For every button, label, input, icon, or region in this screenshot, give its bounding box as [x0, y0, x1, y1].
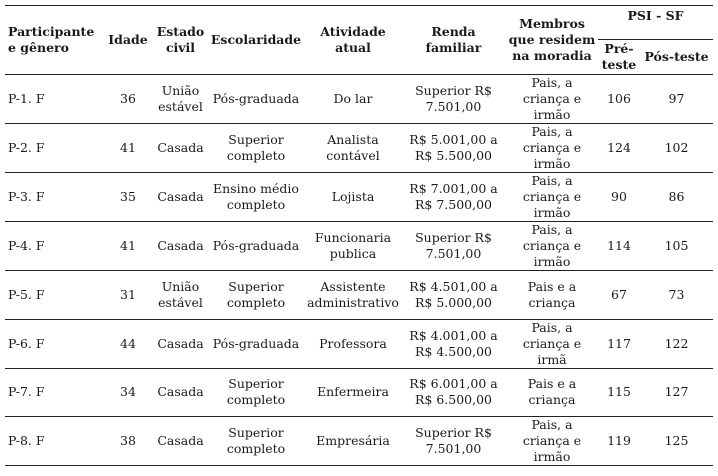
table-row: [5, 222, 713, 271]
cell-pre: 124: [607, 140, 631, 155]
cell-escolaridade: Ensino médio completo: [213, 181, 299, 212]
cell-idade: 41: [120, 140, 136, 155]
header-atividade: Atividade atual: [305, 6, 401, 75]
table-row: [5, 271, 713, 320]
header-renda: Renda familiar: [401, 6, 506, 75]
cell-pos: 122: [664, 335, 689, 351]
table-row: [5, 173, 713, 222]
cell-escolaridade: Superior completo: [226, 425, 286, 457]
cell-membros: Pais e a criança: [527, 278, 577, 310]
cell-idade: 36: [120, 91, 136, 106]
cell-pos: 127: [664, 384, 689, 400]
cell-membros: Pais, a criança e irmão: [522, 417, 582, 465]
cell-renda: R$ 4.001,00 a R$ 4.500,00: [409, 327, 498, 359]
cell-membros: Pais, a criança e irmã: [522, 319, 582, 367]
cell-renda: R$ 6.001,00 a R$ 6.500,00: [409, 376, 498, 408]
cell-estado-civil: Casada: [157, 238, 204, 253]
table-row: [5, 368, 713, 417]
cell-estado-civil: União estável: [158, 278, 203, 310]
cell-participante: P-6. F: [8, 335, 45, 351]
header-idade: Idade: [102, 6, 154, 75]
cell-renda: R$ 5.001,00 a R$ 5.500,00: [409, 132, 498, 163]
cell-pos: 105: [664, 238, 689, 253]
cell-atividade: Professora: [319, 335, 387, 351]
table-body: [5, 75, 713, 466]
cell-idade: 38: [120, 433, 136, 449]
header-psi-sf: PSI - SF: [598, 6, 713, 40]
cell-estado-civil: União estável: [158, 83, 203, 114]
cell-pos: 97: [668, 91, 685, 106]
cell-atividade: Lojista: [331, 189, 375, 204]
cell-membros: Pais, a criança e irmão: [522, 75, 582, 122]
cell-membros: Pais e a criança: [527, 376, 577, 408]
cell-pre: 106: [607, 91, 631, 106]
cell-renda: Superior R$ 7.501,00: [415, 230, 492, 261]
cell-participante: P-1. F: [8, 91, 45, 106]
cell-participante: P-2. F: [8, 140, 45, 155]
header-membros: Membros que residem na moradia: [506, 6, 598, 75]
table-row: [5, 124, 713, 173]
cell-idade: 35: [120, 189, 136, 204]
cell-pos: 86: [668, 189, 685, 204]
cell-participante: P-7. F: [8, 384, 45, 400]
cell-pre: 67: [611, 286, 627, 302]
cell-estado-civil: Casada: [157, 189, 204, 204]
cell-atividade: Empresária: [316, 433, 390, 449]
cell-escolaridade: Pós-graduada: [212, 238, 300, 253]
header-pre-teste: Pré-teste: [598, 40, 640, 75]
cell-estado-civil: Casada: [157, 433, 204, 449]
cell-pre: 117: [607, 335, 631, 351]
cell-participante: P-8. F: [8, 433, 45, 449]
cell-participante: P-3. F: [8, 189, 45, 204]
cell-idade: 41: [120, 238, 136, 253]
cell-renda: R$ 7.001,00 a R$ 7.500,00: [409, 181, 498, 212]
cell-escolaridade: Superior completo: [226, 132, 286, 163]
cell-atividade: Funcionaria publica: [314, 230, 392, 261]
cell-atividade: Analista contável: [326, 132, 380, 163]
participants-table: [5, 5, 713, 466]
cell-atividade: Do lar: [333, 91, 373, 106]
cell-participante: P-5. F: [8, 286, 45, 302]
cell-membros: Pais, a criança e irmão: [522, 173, 582, 220]
cell-estado-civil: Casada: [157, 140, 204, 155]
cell-membros: Pais, a criança e irmão: [522, 222, 582, 269]
cell-renda: R$ 4.501,00 a R$ 5.000,00: [409, 278, 498, 310]
cell-idade: 31: [120, 286, 136, 302]
cell-idade: 34: [120, 384, 136, 400]
cell-pos: 125: [664, 433, 689, 449]
cell-pre: 119: [607, 433, 631, 449]
cell-pre: 115: [607, 384, 631, 400]
header-pos-teste: Pós-teste: [640, 40, 713, 75]
cell-pos: 73: [668, 286, 685, 302]
cell-idade: 44: [120, 335, 136, 351]
cell-escolaridade: Superior completo: [226, 278, 286, 310]
cell-pre: 90: [611, 189, 627, 204]
cell-pos: 102: [664, 140, 689, 155]
cell-estado-civil: Casada: [157, 335, 204, 351]
cell-renda: Superior R$ 7.501,00: [415, 83, 492, 114]
header-participante: Participante e gênero: [5, 6, 102, 75]
cell-participante: P-4. F: [8, 238, 45, 253]
header-estado-civil: Estado civil: [154, 6, 207, 75]
cell-pre: 114: [607, 238, 631, 253]
cell-escolaridade: Pós-graduada: [212, 335, 300, 351]
table-row: [5, 417, 713, 466]
cell-estado-civil: Casada: [157, 384, 204, 400]
cell-renda: Superior R$ 7.501,00: [415, 425, 492, 457]
cell-escolaridade: Superior completo: [226, 376, 286, 408]
cell-atividade: Enfermeira: [317, 384, 389, 400]
cell-atividade: Assistente administrativo: [307, 278, 399, 310]
table-row: [5, 319, 713, 368]
header-escolaridade: Escolaridade: [207, 6, 305, 75]
cell-escolaridade: Pós-graduada: [212, 91, 300, 106]
cell-membros: Pais, a criança e irmão: [522, 124, 582, 171]
table-row: [5, 75, 713, 124]
